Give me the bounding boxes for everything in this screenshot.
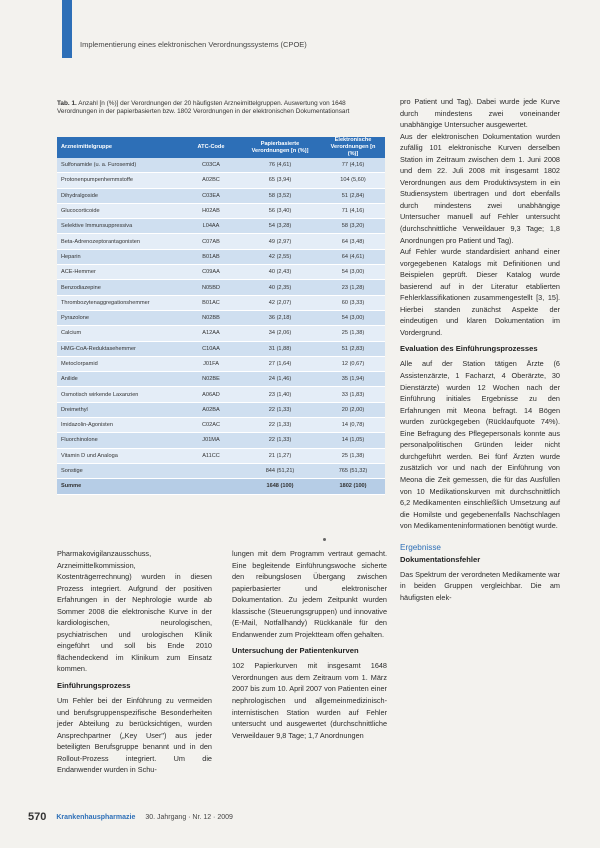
cell-atc-code [183, 479, 239, 494]
page-number: 570 [28, 811, 47, 823]
cell-drug-group: Sulfonamide (u. a. Furosemid) [57, 158, 183, 173]
cell-electronic-orders: 12 (0,67) [321, 356, 385, 371]
table-caption [57, 100, 387, 117]
cell-electronic-orders: 14 (0,78) [321, 418, 385, 433]
subsection-heading-dokumentationsfehler: Dokumentationsfehler [400, 554, 481, 564]
cell-paper-orders: 1648 (100) [239, 479, 321, 494]
cell-electronic-orders: 71 (4,16) [321, 203, 385, 218]
cell-drug-group: Osmotisch wirkende Laxanzien [57, 387, 183, 402]
text-column-3 [400, 96, 560, 603]
cell-electronic-orders: 765 (51,32) [321, 463, 385, 478]
cell-electronic-orders: 64 (4,61) [321, 249, 385, 264]
table-row [57, 372, 385, 387]
cell-atc-code: C03CA [183, 158, 239, 173]
cell-atc-code: B01AB [183, 249, 239, 264]
cell-paper-orders: 76 (4,61) [239, 158, 321, 173]
cell-paper-orders: 65 (3,94) [239, 173, 321, 188]
table-row [57, 219, 385, 234]
cell-drug-group: Summe [57, 479, 183, 494]
cell-electronic-orders: 23 (1,28) [321, 280, 385, 295]
cell-electronic-orders: 1802 (100) [321, 479, 385, 494]
cell-drug-group: Anilide [57, 372, 183, 387]
paragraph: 102 Papierkurven mit insgesamt 1648 Verordnungen aus dem Zeitraum vom 1. März 2007 bis zum 10. April 2007 von Patienten einer nephrologischen und allgemeinmedizinisch-internistischen Station wurden auf Fehler untersucht und ausgewertet (durchschnittliche Verweildauer 9,8 Tage; 1,7 Anordnungen [232, 661, 387, 740]
paragraph: pro Patient und Tag). Dabei wurde jede Kurve durch mindestens zwei voneinander unabhängige Untersucher ausgewertet. [400, 97, 560, 130]
paragraph: Um Fehler bei der Einführung zu vermeiden und berufsgruppenspezifische Besonderheiten jeder Abteilung zu berücksichtigen, wurden Ansprechpartner („Key User") aus jeder beteiligten Berufsgruppe benannt und in den Rollout-Prozess integriert. Um die Endanwender wurden in Schu- [57, 696, 212, 775]
cell-drug-group: Sonstige [57, 463, 183, 478]
cell-drug-group: Dihydralgoside [57, 188, 183, 203]
cell-atc-code: C07AB [183, 234, 239, 249]
caption-text: Anzahl [n (%)] der Verordnungen der 20 häufigsten Arzneimittelgruppen. Auswertung von 1648 Verordnungen in der papierbasierten bzw. 1802 Verordnungen in der elektronischen Dokumentationsart [57, 100, 350, 116]
cell-drug-group: Vitamin D und Analoga [57, 448, 183, 463]
journal-issue: 30. Jahrgang · Nr. 12 · 2009 [145, 813, 233, 821]
table-row [57, 265, 385, 280]
paragraph: Das Spektrum der verordneten Medikamente war in beiden Gruppen vergleichbar. Die am häufigsten elek- [400, 569, 560, 602]
cell-paper-orders: 40 (2,43) [239, 265, 321, 280]
cell-electronic-orders: 51 (2,84) [321, 188, 385, 203]
cell-paper-orders: 58 (3,52) [239, 188, 321, 203]
cell-atc-code: J01FA [183, 356, 239, 371]
cell-drug-group: Calcium [57, 326, 183, 341]
cell-paper-orders: 22 (1,33) [239, 402, 321, 417]
cell-electronic-orders: 64 (3,48) [321, 234, 385, 249]
cell-electronic-orders: 77 (4,16) [321, 158, 385, 173]
section-heading-ergebnisse: Ergebnisse [400, 542, 441, 552]
journal-name: Krankenhauspharmazie [56, 813, 136, 821]
cell-drug-group: Pyrazolone [57, 310, 183, 325]
paragraph: Alle auf der Station tätigen Ärzte (6 Assistenzärzte, 1 Facharzt, 4 Oberärzte, 30 Dienstärzte) wurden 12 Wochen nach der Einführung initiales Ergebnisse zu den Erfahrungen mit Meona befragt. 14 Bögen wurden zurückgegeben (Rücklaufquote 74%). Eine Befragung des Pflegepersonals konnte aus personalpolitischen Gründen leider nicht durchgeführt werden. Bei fünf Ärzten wurde zusätzlich vor und nach der Einführung von Meona die Zeit gemessen, die für das Ausfüllen von 10 Medikationskurven mit durchschnittlich 6,2 Medikamenten einschließlich Umsetzung auf die Homilste und gegebenenfalls Nachschlagen von Medikamenteninformationen benötigt wurde. [400, 359, 560, 531]
cell-paper-orders: 21 (1,27) [239, 448, 321, 463]
page-footer [28, 811, 233, 823]
cell-paper-orders: 34 (2,06) [239, 326, 321, 341]
cell-paper-orders: 22 (1,33) [239, 433, 321, 448]
table-row [57, 249, 385, 264]
table-row [57, 310, 385, 325]
cell-atc-code: C10AA [183, 341, 239, 356]
cell-atc-code: A02BC [183, 173, 239, 188]
cell-paper-orders: 36 (2,18) [239, 310, 321, 325]
table-row [57, 295, 385, 310]
table-row [57, 158, 385, 173]
cell-paper-orders: 22 (1,33) [239, 418, 321, 433]
cell-atc-code: N02BB [183, 310, 239, 325]
cell-drug-group: Imidazolin-Agonisten [57, 418, 183, 433]
table-row [57, 326, 385, 341]
caption-label: Tab. 1. [57, 100, 77, 107]
table-row [57, 203, 385, 218]
cell-atc-code: B01AC [183, 295, 239, 310]
cell-electronic-orders: 51 (2,83) [321, 341, 385, 356]
paragraph: Pharmakovigilanzausschuss, Arzneimittelkommission, Kostenträgerrechnung) wurden in diesen Prozess integriert. Aufgrund der positiven Erfahrungen in der Nephrologie wurde ab Sommer 2008 die elektronische Kurve in der kardiologischen, neurologischen, psychiatrischen und urologischen Klinik eingeführt und soll bis Ende 2010 flächendeckend im Klinikum zum Einsatz kommen. [57, 549, 212, 674]
cell-atc-code: A11CC [183, 448, 239, 463]
table-row [57, 448, 385, 463]
cell-drug-group: Protonenpumpenhemmstoffe [57, 173, 183, 188]
header-atc-code: ATC-Code [183, 137, 239, 158]
cell-atc-code: J01MA [183, 433, 239, 448]
table-row [57, 280, 385, 295]
cell-drug-group: Beta-Adrenozeptorantagonisten [57, 234, 183, 249]
cell-paper-orders: 844 (51,21) [239, 463, 321, 478]
cell-electronic-orders: 14 (1,05) [321, 433, 385, 448]
bullet-dot [323, 538, 326, 541]
cell-drug-group: Glucocorticoide [57, 203, 183, 218]
cell-atc-code: A12AA [183, 326, 239, 341]
cell-electronic-orders: 60 (3,33) [321, 295, 385, 310]
table-row [57, 479, 385, 494]
cell-drug-group: Heparin [57, 249, 183, 264]
cell-atc-code: C03EA [183, 188, 239, 203]
drug-group-table [57, 137, 385, 495]
cell-drug-group: Fluorchinolone [57, 433, 183, 448]
section-heading-einfuehrung: Einführungsprozess [57, 681, 131, 691]
table-row [57, 356, 385, 371]
paragraph: Aus der elektronischen Dokumentation wurden zufällig 101 elektronische Kurven derselben Station im Zeitraum zwischen dem 1. Juni 2008 und dem 22. Juli 2008 mit insgesamt 1802 Verordnungen aus dem Produktivsystem in ein Studiensystem übertragen und dort ebenfalls durch mindestens zwei unabhängige Untersucher manuell auf Fehler untersucht (durchschnittliche Verweildauer 9,3 Tage; 1,8 Anordnungen pro Patient und Tag). [400, 131, 560, 245]
table-row [57, 418, 385, 433]
paragraph: Auf Fehler wurde standardisiert anhand einer vorgegebenen Katalogs mit Definitionen und Beispielen geprüft. Dieser Katalog wurde basierend auf in der Literatur etablierten Fehlerklassifikationen zusammengestellt [3, 15]. Hierbei standen zunächst Aspekte der eindeutigen und klaren Dokumentation im Vordergrund. [400, 247, 560, 337]
cell-drug-group: ACE-Hemmer [57, 265, 183, 280]
cell-drug-group: Metoclorpamid [57, 356, 183, 371]
cell-drug-group: Selektive Immunsuppressiva [57, 219, 183, 234]
cell-paper-orders: 40 (2,35) [239, 280, 321, 295]
cell-atc-code: N02BE [183, 372, 239, 387]
header-drug-group: Arzneimittelgruppe [57, 137, 183, 158]
cell-electronic-orders: 20 (2,00) [321, 402, 385, 417]
table-row [57, 387, 385, 402]
cell-drug-group: Benzodiazepine [57, 280, 183, 295]
table-header-row [57, 137, 385, 158]
table-row [57, 341, 385, 356]
cell-paper-orders: 27 (1,64) [239, 356, 321, 371]
text-column-2 [232, 548, 387, 741]
cell-paper-orders: 49 (2,97) [239, 234, 321, 249]
cell-electronic-orders: 25 (1,38) [321, 326, 385, 341]
cell-drug-group: HMG-CoA-Reduktasehemmer [57, 341, 183, 356]
cell-drug-group: Dreimethyl [57, 402, 183, 417]
cell-atc-code: H02AB [183, 203, 239, 218]
cell-paper-orders: 23 (1,40) [239, 387, 321, 402]
running-head: Implementierung eines elektronischen Verordnungssystems (CPOE) [80, 40, 307, 49]
cell-electronic-orders: 58 (3,20) [321, 219, 385, 234]
text-column-1 [57, 548, 212, 776]
cell-atc-code: C02AC [183, 418, 239, 433]
cell-paper-orders: 56 (3,40) [239, 203, 321, 218]
cell-electronic-orders: 25 (1,38) [321, 448, 385, 463]
cell-electronic-orders: 54 (3,00) [321, 310, 385, 325]
table-row [57, 188, 385, 203]
cell-atc-code: L04AA [183, 219, 239, 234]
header-paper-orders: Papierbasierte Verordnungen [n (%)] [239, 137, 321, 158]
cell-paper-orders: 54 (3,28) [239, 219, 321, 234]
cell-drug-group: Thrombozytenaggregationshemmer [57, 295, 183, 310]
header-color-bar [62, 0, 72, 58]
section-heading-untersuchung: Untersuchung der Patientenkurven [232, 646, 359, 656]
cell-atc-code: A02BA [183, 402, 239, 417]
cell-electronic-orders: 35 (1,94) [321, 372, 385, 387]
cell-atc-code [183, 463, 239, 478]
paragraph: lungen mit dem Programm vertraut gemacht. Eine begleitende Einführungswoche sicherte den reibungslosen Übergang zwischen papierbasierter und elektronischer Dokumentation. Zu jedem Zeitpunkt wurden klassische (Steuerungsgruppen) und innovative (E-Mail, Notfallhandy) Rückkanäle für den Endanwender zum Projektteam offen gehalten. [232, 549, 387, 639]
cell-paper-orders: 42 (2,07) [239, 295, 321, 310]
cell-atc-code: N05BD [183, 280, 239, 295]
section-heading-evaluation: Evaluation des Einführungsprozesses [400, 344, 538, 354]
cell-electronic-orders: 54 (3,00) [321, 265, 385, 280]
cell-paper-orders: 24 (1,46) [239, 372, 321, 387]
table-row [57, 402, 385, 417]
cell-paper-orders: 31 (1,88) [239, 341, 321, 356]
cell-atc-code: C09AA [183, 265, 239, 280]
table-row [57, 433, 385, 448]
cell-atc-code: A06AD [183, 387, 239, 402]
table-row [57, 463, 385, 478]
table-row [57, 234, 385, 249]
cell-electronic-orders: 33 (1,83) [321, 387, 385, 402]
cell-paper-orders: 42 (2,55) [239, 249, 321, 264]
cell-electronic-orders: 104 (5,60) [321, 173, 385, 188]
header-electronic-orders: Elektronische Verordnungen [n (%)] [321, 137, 385, 158]
table-row [57, 173, 385, 188]
